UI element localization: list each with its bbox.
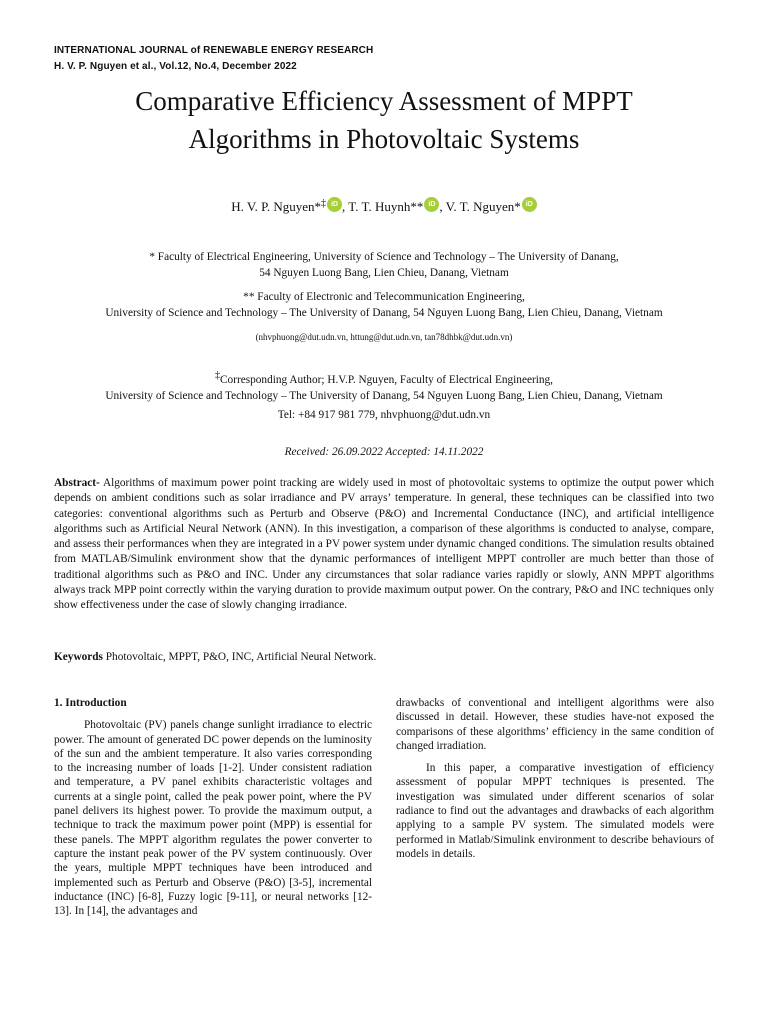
- paper-title: [40, 82, 728, 158]
- right-column: [396, 696, 714, 861]
- author-list: [40, 194, 728, 217]
- journal-header: [54, 43, 714, 75]
- journal-name: INTERNATIONAL JOURNAL of RENEWABLE ENERGY RESEARCH: [54, 45, 374, 56]
- orcid-icon[interactable]: iD: [522, 197, 537, 212]
- corresponding-mark: ‡: [321, 198, 327, 209]
- affiliation-2: [40, 289, 728, 321]
- author-3: , V. T. Nguyen*: [439, 199, 521, 214]
- contact-tel: Tel: +84 917 981 779, nhvphuong@dut.udn.vn: [277, 409, 491, 421]
- received-dates: Received: 26.09.2022 Accepted: 14.11.2022: [284, 446, 484, 458]
- intro-paragraph-2: In this paper, a comparative investigation of efficiency assessment of popular MPPT techniques is presented. The investigation was simulated under different scenarios of solar radiance to find out the advantages and drawbacks of each algorithm applying to a sample PV system. The simulated models were performed in Matlab/Simulink environment to describe behaviours of models in details.: [396, 762, 714, 860]
- affiliation-1: [40, 249, 728, 281]
- keywords: [54, 650, 714, 665]
- abstract-label: Abstract-: [54, 477, 100, 489]
- intro-paragraph-1-continued: drawbacks of conventional and intelligent algorithms were also discussed in detail. However, these studies have-not exposed the comparisons of these algorithms’ efficiency in the same condition of changed irradiation.: [396, 697, 714, 752]
- affiliation-line: University of Science and Technology – The University of Danang, 54 Nguyen Luong Bang, Lien Chieu, Danang, Vietnam: [105, 307, 663, 319]
- affiliation-line: 54 Nguyen Luong Bang, Lien Chieu, Danang, Vietnam: [259, 267, 509, 279]
- keywords-label: Keywords: [54, 651, 103, 663]
- section-heading-introduction: 1. Introduction: [54, 697, 127, 709]
- corresponding-line: University of Science and Technology – The University of Danang, 54 Nguyen Luong Bang, Lien Chieu, Danang, Vietnam: [105, 390, 663, 402]
- abstract-text: Algorithms of maximum power point tracking are widely used in most of photovoltaic systems to optimize the output power which depends on ambient conditions such as solar irradiance and PV arrays’ temperature. In general, these techniques can be classified into two categories: conventional algorithms such as Perturb and Observe (P&O) and Incremental Conductance (INC), and artificial intelligence algorithms such as Artificial Neural Network (ANN). In this investigation, a comparison of these algorithms is conducted to analyse, compare, and assess their performances when they are integrated in a PV power system under dynamic changed conditions. The simulation results obtained from MATLAB/Simulink environment show that the dynamic performances of intelligent MPPT controller are much better than those of traditional algorithms such as P&O and INC. Under any circumstances that solar radiance varies rapidly or slowly, ANN MPPT algorithms always track MPP point correctly within the varying duration to provide maximum output power. On the contrary, P&O and INC techniques only show effectiveness under the case of slowly changing irradiance.: [54, 477, 714, 612]
- affiliation-line: * Faculty of Electrical Engineering, University of Science and Technology – The University of Danang,: [149, 251, 619, 263]
- corresponding-line: Corresponding Author; H.V.P. Nguyen, Faculty of Electrical Engineering,: [220, 374, 553, 386]
- orcid-icon[interactable]: iD: [424, 197, 439, 212]
- title-line-1: Comparative Efficiency Assessment of MPPT: [135, 86, 633, 116]
- abstract: [54, 476, 714, 614]
- title-line-2: Algorithms in Photovoltaic Systems: [188, 124, 580, 154]
- author-1: H. V. P. Nguyen*: [231, 199, 322, 214]
- orcid-icon[interactable]: iD: [327, 197, 342, 212]
- journal-citation: H. V. P. Nguyen et al., Vol.12, No.4, December 2022: [54, 61, 297, 72]
- corresponding-mark: ‡: [215, 370, 220, 381]
- author-emails: (nhvphuong@dut.udn.vn, httung@dut.udn.vn, tan78dhbk@dut.udn.vn): [255, 332, 513, 342]
- affiliation-line: ** Faculty of Electronic and Telecommunication Engineering,: [243, 291, 525, 303]
- intro-paragraph-1: Photovoltaic (PV) panels change sunlight irradiance to electric power. The amount of generated DC power depends on the luminosity of the sun and the ambient temperature. It also varies corresponding to the increasing number of loads [1-2]. Under consistent radiation and temperature, a PV panel exhibits characteristic voltages and currents at a single point, called the peak power point, where the PV panel delivers its highest power. To provide the maximum output, a technique to track the maximum power point (MPP) is essential for these panels. The MPPT algorithm regulates the power converter to capture the instant peak power of the PV system continuously. Over the years, multiple MPPT techniques have been introduced and implemented such as Perturb and Observe (P&O) [3-5], incremental inductance (INC) [6-8], Fuzzy logic [9-11], or neural networks [12-13]. In [14], the advantages and: [54, 719, 372, 918]
- left-column: [54, 696, 372, 918]
- corresponding-author: [40, 368, 728, 404]
- keywords-text: Photovoltaic, MPPT, P&O, INC, Artificial Neural Network.: [102, 651, 377, 663]
- author-2: , T. T. Huynh**: [342, 199, 424, 214]
